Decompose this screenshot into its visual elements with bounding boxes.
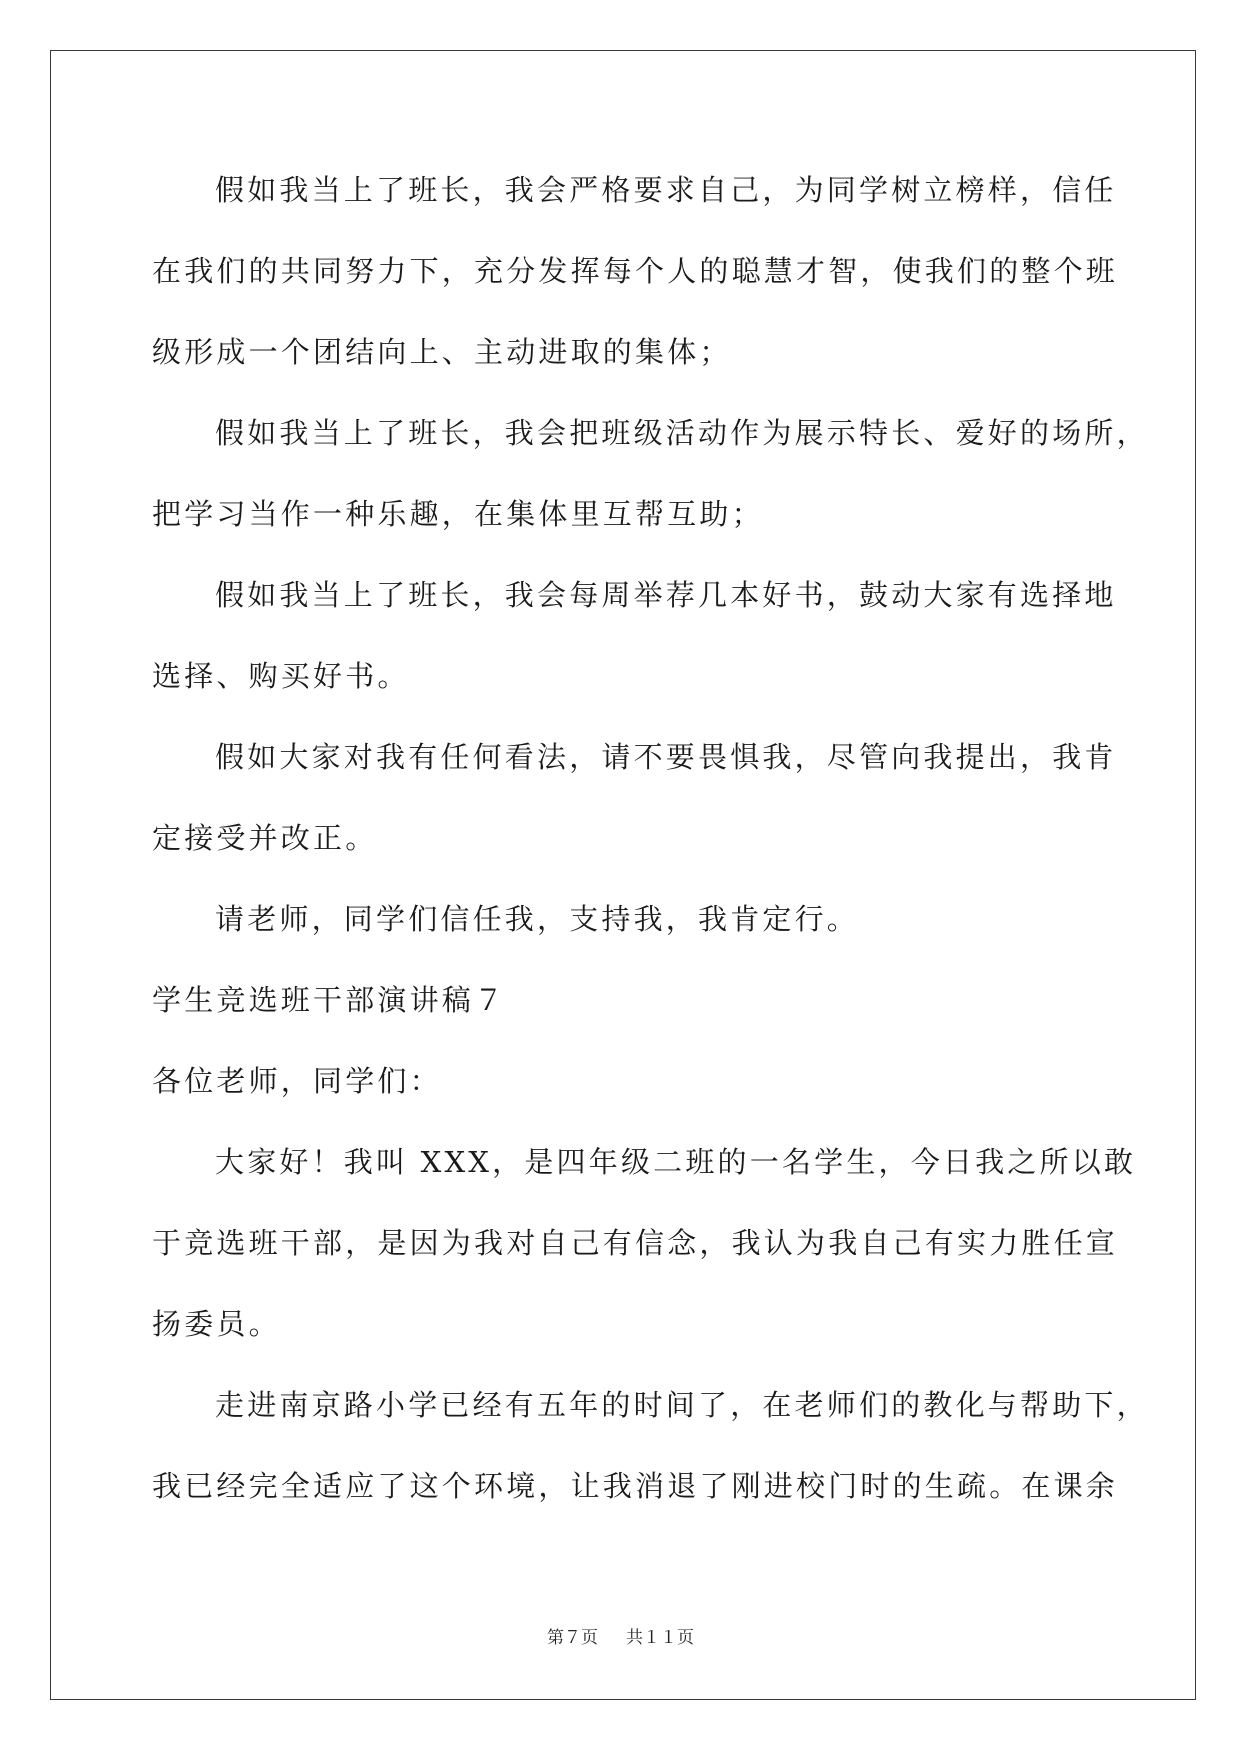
paragraph-line: 走进南京路小学已经有五年的时间了，在老师们的教化与帮助下， <box>215 1388 1149 1422</box>
paragraph-line: 假如大家对我有任何看法，请不要畏惧我，尽管向我提出，我肯 <box>215 740 1117 774</box>
paragraph-line: 我已经完全适应了这个环境，让我消退了刚进校门时的生疏。在课余 <box>152 1469 1119 1503</box>
paragraph-line: 把学习当作一种乐趣，在集体里互帮互助； <box>152 497 764 531</box>
paragraph-line: 大家好！我叫 XXX，是四年级二班的一名学生，今日我之所以敢 <box>215 1145 1137 1179</box>
paragraph-line: 选择、购买好书。 <box>152 659 410 693</box>
section-heading: 学生竞选班干部演讲稿７ <box>152 983 507 1017</box>
paragraph-line: 请老师，同学们信任我，支持我，我肯定行。 <box>215 902 860 936</box>
paragraph-line: 在我们的共同努力下，充分发挥每个人的聪慧才智，使我们的整个班 <box>152 254 1119 288</box>
paragraph-line: 扬委员。 <box>152 1307 281 1341</box>
paragraph-line: 假如我当上了班长，我会严格要求自己，为同学树立榜样，信任 <box>215 173 1117 207</box>
page-number: 第７页 <box>547 1628 598 1648</box>
paragraph-line: 于竞选班干部，是因为我对自己有信念，我认为我自己有实力胜任宣 <box>152 1226 1119 1260</box>
salutation-line: 各位老师，同学们： <box>152 1064 442 1098</box>
page-footer <box>0 1626 1241 1650</box>
paragraph-line: 定接受并改正。 <box>152 821 378 855</box>
page-total: 共１１页 <box>626 1628 694 1648</box>
paragraph-line: 级形成一个团结向上、主动进取的集体； <box>152 335 732 369</box>
paragraph-line: 假如我当上了班长，我会每周举荐几本好书，鼓动大家有选择地 <box>215 578 1117 612</box>
page-border <box>50 50 1196 1700</box>
paragraph-line: 假如我当上了班长，我会把班级活动作为展示特长、爱好的场所， <box>215 416 1149 450</box>
